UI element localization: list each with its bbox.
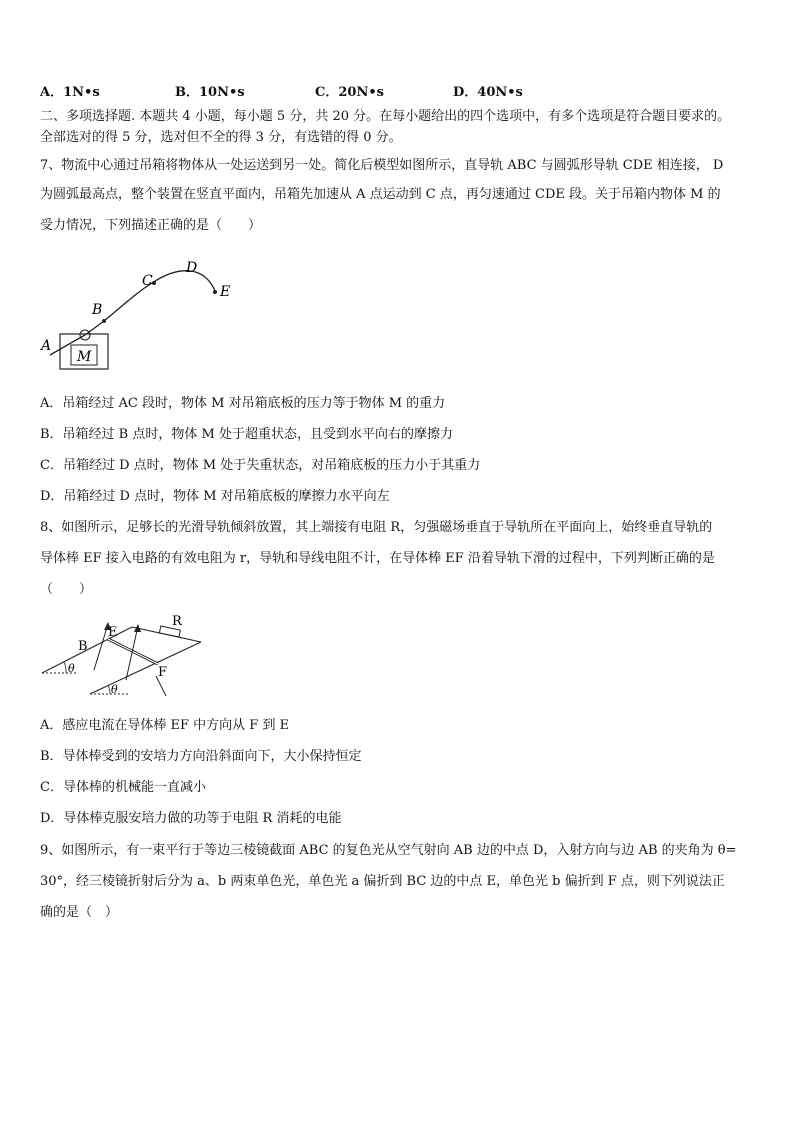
q7-option-c: C．吊箱经过 D 点时，物体 M 处于失重状态，对吊箱底板的压力小于其重力 <box>40 458 481 473</box>
q8-option-d: D．导体棒克服安培力做的功等于电阻 R 消耗的电能 <box>40 811 342 826</box>
q6-option-d: D．40N•s <box>453 85 523 100</box>
q7-stem-line1: 7、物流中心通过吊箱将物体从一处运送到另一处。简化后模型如图所示，直导轨 ABC 与圆弧形导轨 CDE 相连接， D <box>40 158 724 173</box>
q7-stem-line3: 受力情况，下列描述正确的是（ ） <box>40 218 262 233</box>
q8-label-b: B <box>78 639 88 654</box>
q7-label-d: D <box>186 260 198 276</box>
q8-label-e: E <box>108 625 118 640</box>
q9-stem-line3: 确的是（ ） <box>40 905 119 920</box>
q8-option-a: A．感应电流在导体棒 EF 中方向从 F 到 E <box>40 718 290 733</box>
q7-label-a: A <box>41 338 52 354</box>
q7-option-b: B．吊箱经过 B 点时，物体 M 处于超重状态，且受到水平向右的摩擦力 <box>40 427 453 442</box>
q9-stem-line2: 30°，经三棱镜折射后分为 a、b 两束单色光，单色光 a 偏折到 BC 边的中点 E，单色光 b 偏折到 F 点，则下列说法正 <box>40 874 725 889</box>
q8-angle-arc-1 <box>64 662 66 673</box>
q8-stem-line1: 8、如图所示，足够长的光滑导轨倾斜放置，其上端接有电阻 R，匀强磁场垂直于导轨所在平面向上，始终垂直导轨的 <box>40 520 713 535</box>
q8-stem-line3: （ ） <box>40 582 93 597</box>
q7-label-m: M <box>77 349 92 365</box>
q8-figure <box>36 610 216 705</box>
q6-options-row <box>40 81 760 99</box>
q6-option-b: B．10N•s <box>175 85 245 100</box>
q9-stem-line1: 9、如图所示，有一束平行于等边三棱镜截面 ABC 的复色光从空气射向 AB 边的中点 D，入射方向与边 AB 的夹角为 θ= <box>40 843 737 858</box>
q8-stem-line2: 导体棒 EF 接入电路的有效电阻为 r，导轨和导线电阻不计，在导体棒 EF 沿着导轨下滑的过程中，下列判断正确的是 <box>40 551 715 566</box>
q8-label-theta-1: θ <box>68 662 75 675</box>
q6-option-a: A．1N•s <box>40 85 100 100</box>
q8-option-b: B．导体棒受到的安培力方向沿斜面向下，大小保持恒定 <box>40 749 362 764</box>
q7-point-b-dot <box>102 319 106 323</box>
q7-point-e-dot <box>213 290 217 294</box>
q8-field-arrow-1 <box>94 624 108 670</box>
q7-option-a: A．吊箱经过 AC 段时，物体 M 对吊箱底板的压力等于物体 M 的重力 <box>40 396 446 411</box>
q8-label-theta-2: θ <box>111 683 118 696</box>
q7-figure <box>36 255 246 375</box>
q8-option-c: C．导体棒的机械能一直减小 <box>40 780 206 795</box>
q8-rail-right <box>90 642 201 694</box>
q7-stem-line2: 为圆弧最高点，整个装置在竖直平面内，吊箱先加速从 A 点运动到 C 点，再匀速通过 CDE 段。关于吊箱内物体 M 的 <box>40 187 721 202</box>
q6-option-c: C．20N•s <box>315 85 384 100</box>
q7-option-d: D．吊箱经过 D 点时，物体 M 对吊箱底板的摩擦力水平向左 <box>40 489 390 504</box>
section2-line1: 二、多项选择题. 本题共 4 小题，每小题 5 分，共 20 分。在每小题给出的四个选项中，有多个选项是符合题目要求的。 <box>40 109 731 124</box>
q7-label-c: C <box>142 273 153 289</box>
q7-label-b: B <box>92 302 103 318</box>
q8-label-f: F <box>158 665 168 680</box>
section2-line2: 全部选对的得 5 分，选对但不全的得 3 分，有选错的得 0 分。 <box>40 130 402 145</box>
q8-angle-arc-2 <box>108 685 110 694</box>
q7-label-e: E <box>220 284 231 300</box>
q8-label-r: R <box>172 614 182 629</box>
q7-rail-path <box>50 271 216 355</box>
